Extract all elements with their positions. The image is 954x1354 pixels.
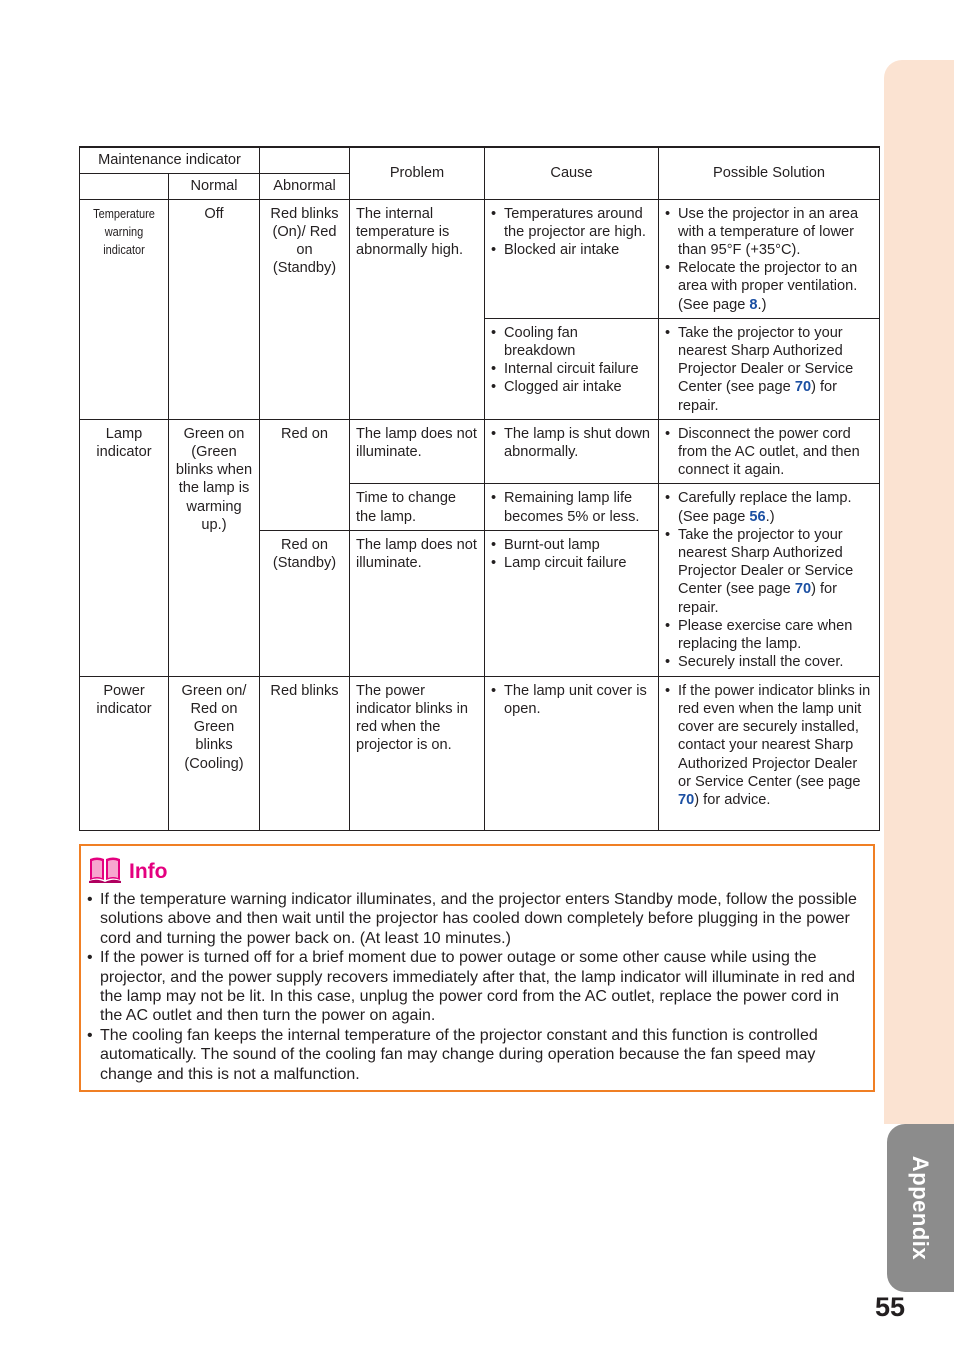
power-problem: The power indicator blinks in red when the projector is on. [350,676,485,830]
solution-item: • Securely install the cover. [665,653,873,671]
cause-item: • Blocked air intake [491,241,652,259]
lamp-indicator: Lamp indicator [80,419,169,676]
section-tab-label-wrap [887,1124,954,1292]
cause-item: • The lamp is shut down abnormally. [491,425,652,461]
solution-item: • Carefully replace the lamp. (See page 56.) [665,489,873,525]
power-cause [485,676,659,830]
page-link-56[interactable]: 56 [749,508,766,525]
lamp-problem-1: The lamp does not illuminate. [350,419,485,484]
header-spacer [260,147,350,173]
book-icon [89,856,121,888]
power-solution [659,676,880,830]
info-item: • The cooling fan keeps the internal temperature of the projector constant and this function is controlled automatically. The sound of the cooling fan may change during operation because the fan speed may change and this is not a malfunction. [87,1026,859,1084]
header-normal: Normal [169,173,260,199]
section-tab-appendix[interactable] [887,1124,954,1292]
cause-item: • Clogged air intake [491,378,652,396]
solution-item: • Please exercise care when replacing the lamp. [665,617,873,653]
maintenance-indicator-table [79,146,880,831]
cause-item: • Temperatures around the projector are high. [491,205,652,241]
page-link-70[interactable]: 70 [678,791,695,808]
lamp-cause-3 [485,530,659,676]
lamp-abnormal-standby: Red on (Standby) [260,530,350,676]
page-number: 55 [874,1292,906,1322]
info-item: • If the temperature warning indicator illuminates, and the projector enters Standby mode, follow the possible solutions above and then wait until the projector has cooled down completely before plugging in the power cord and turning the power back on. (At least 10 minutes.) [87,890,859,948]
lamp-cause-2 [485,484,659,530]
header-blank [80,173,169,199]
info-list [87,890,859,1084]
cause-item: • Internal circuit failure [491,360,652,378]
power-abnormal: Red blinks [260,676,350,830]
page-link-8[interactable]: 8 [749,296,758,313]
temp-normal: Off [169,199,260,419]
lamp-problem-2: Time to change the lamp. [350,484,485,530]
header-possible-solution: Possible Solution [659,147,880,199]
header-abnormal: Abnormal [260,173,350,199]
solution-item: • Take the projector to your nearest Sharp Authorized Projector Dealer or Service Center (see page 70) for repair. [665,526,873,617]
page-link-70[interactable]: 70 [794,581,812,598]
temperature-warning-indicator [80,199,169,419]
page-link-70[interactable]: 70 [794,379,812,396]
temp-cause-2 [485,318,659,419]
solution-item: • Relocate the projector to an area with proper ventilation. (See page 8.) [665,259,873,314]
solution-item: • If the power indicator blinks in red even when the lamp unit cover are securely installed, contact your nearest Sharp Authorized Projector Dealer or Service Center (see page 70) for advice. [665,682,873,809]
header-problem: Problem [350,147,485,199]
power-normal: Green on/ Red on Green blinks (Cooling) [169,676,260,830]
temp-abnormal: Red blinks (On)/ Red on (Standby) [260,199,350,419]
cause-item: • Lamp circuit failure [491,554,652,572]
solution-item: • Disconnect the power cord from the AC outlet, and then connect it again. [665,425,873,480]
cause-item: • Cooling fan breakdown [491,324,652,360]
lamp-normal: Green on (Green blinks when the lamp is warming up.) [169,419,260,676]
cause-item: • The lamp unit cover is open. [491,682,652,718]
info-item: • If the power is turned off for a brief moment due to power outage or some other cause while using the projector, and the power supply recovers immediately after that, the lamp indicator will illuminate in red and the lamp may not be lit. In this case, unplug the power cord from the AC outlet, replace the power cord in the AC outlet and then turn the power on again. [87,948,859,1026]
info-title: Info [129,860,168,883]
lamp-solution-merged [659,484,880,676]
temp-cause-1 [485,199,659,318]
cause-item: • Burnt-out lamp [491,536,652,554]
lamp-problem-3: The lamp does not illuminate. [350,530,485,676]
header-maintenance-indicator: Maintenance indicator [80,147,260,173]
solution-item: • Take the projector to your nearest Sharp Authorized Projector Dealer or Service Center (see page 70) for repair. [665,324,873,415]
temperature-warning-label: Temperature warning indicator [93,206,155,257]
header-cause: Cause [485,147,659,199]
solution-item: • Use the projector in an area with a temperature of lower than 95°F (+35°C). [665,205,873,260]
info-box [79,844,875,1092]
cause-item: • Remaining lamp life becomes 5% or less. [491,489,652,525]
lamp-solution-1 [659,419,880,484]
temp-solution-2 [659,318,880,419]
lamp-abnormal-on: Red on [260,419,350,530]
info-header [89,858,167,886]
temp-solution-1 [659,199,880,318]
section-tab-label: Appendix [908,1155,934,1261]
side-tab-background [884,60,954,1124]
lamp-cause-1 [485,419,659,484]
temp-problem: The internal temperature is abnormally high. [350,199,485,419]
power-indicator: Power indicator [80,676,169,830]
